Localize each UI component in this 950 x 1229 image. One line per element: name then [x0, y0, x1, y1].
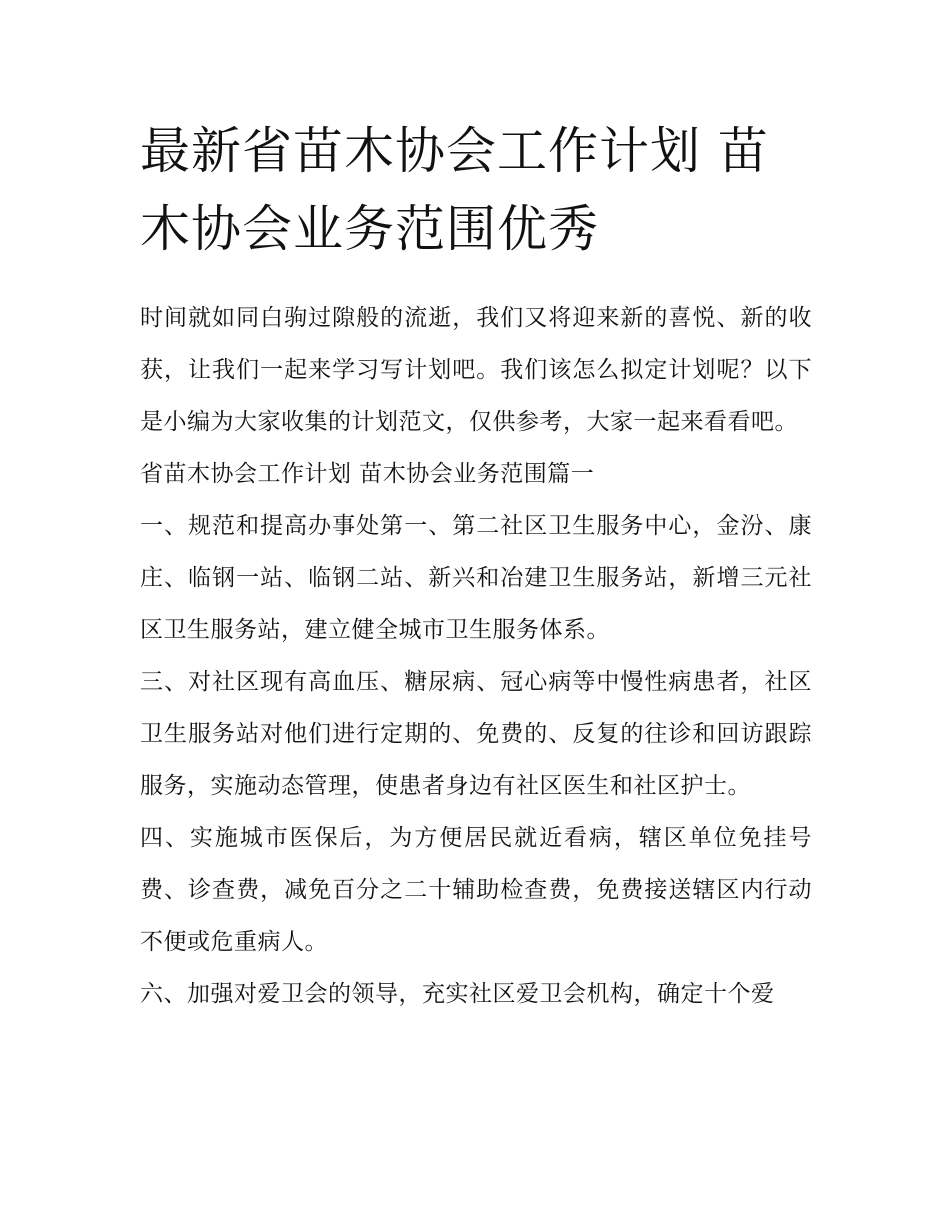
- item-one-paragraph: 一、规范和提高办事处第一、第二社区卫生服务中心，金汾、康庄、临钢一站、临钢二站、新兴和冶建卫生服务站，新增三元社区卫生服务站，建立健全城市卫生服务体系。: [140, 513, 812, 643]
- document-title: 最新省苗木协会工作计划 苗木协会业务范围优秀: [140, 122, 769, 258]
- section-heading: 省苗木协会工作计划 苗木协会业务范围篇一: [140, 461, 595, 487]
- item-four-paragraph: 四、实施城市医保后，为方便居民就近看病，辖区单位免挂号费、诊查费，减免百分之二十辅助检查费，免费接送辖区内行动不便或危重病人。: [140, 825, 812, 955]
- item-six-paragraph: 六、加强对爱卫会的领导，充实社区爱卫会机构，确定十个爱: [140, 981, 775, 1007]
- item-three-paragraph: 三、对社区现有高血压、糖尿病、冠心病等中慢性病患者，社区卫生服务站对他们进行定期的、免费的、反复的往诊和回访跟踪服务，实施动态管理，使患者身边有社区医生和社区护士。: [140, 669, 812, 799]
- intro-paragraph: 时间就如同白驹过隙般的流逝，我们又将迎来新的喜悦、新的收获，让我们一起来学习写计划吧。我们该怎么拟定计划呢？以下是小编为大家收集的计划范文，仅供参考，大家一起来看看吧。: [140, 305, 812, 435]
- document-page: [140, 112, 812, 1020]
